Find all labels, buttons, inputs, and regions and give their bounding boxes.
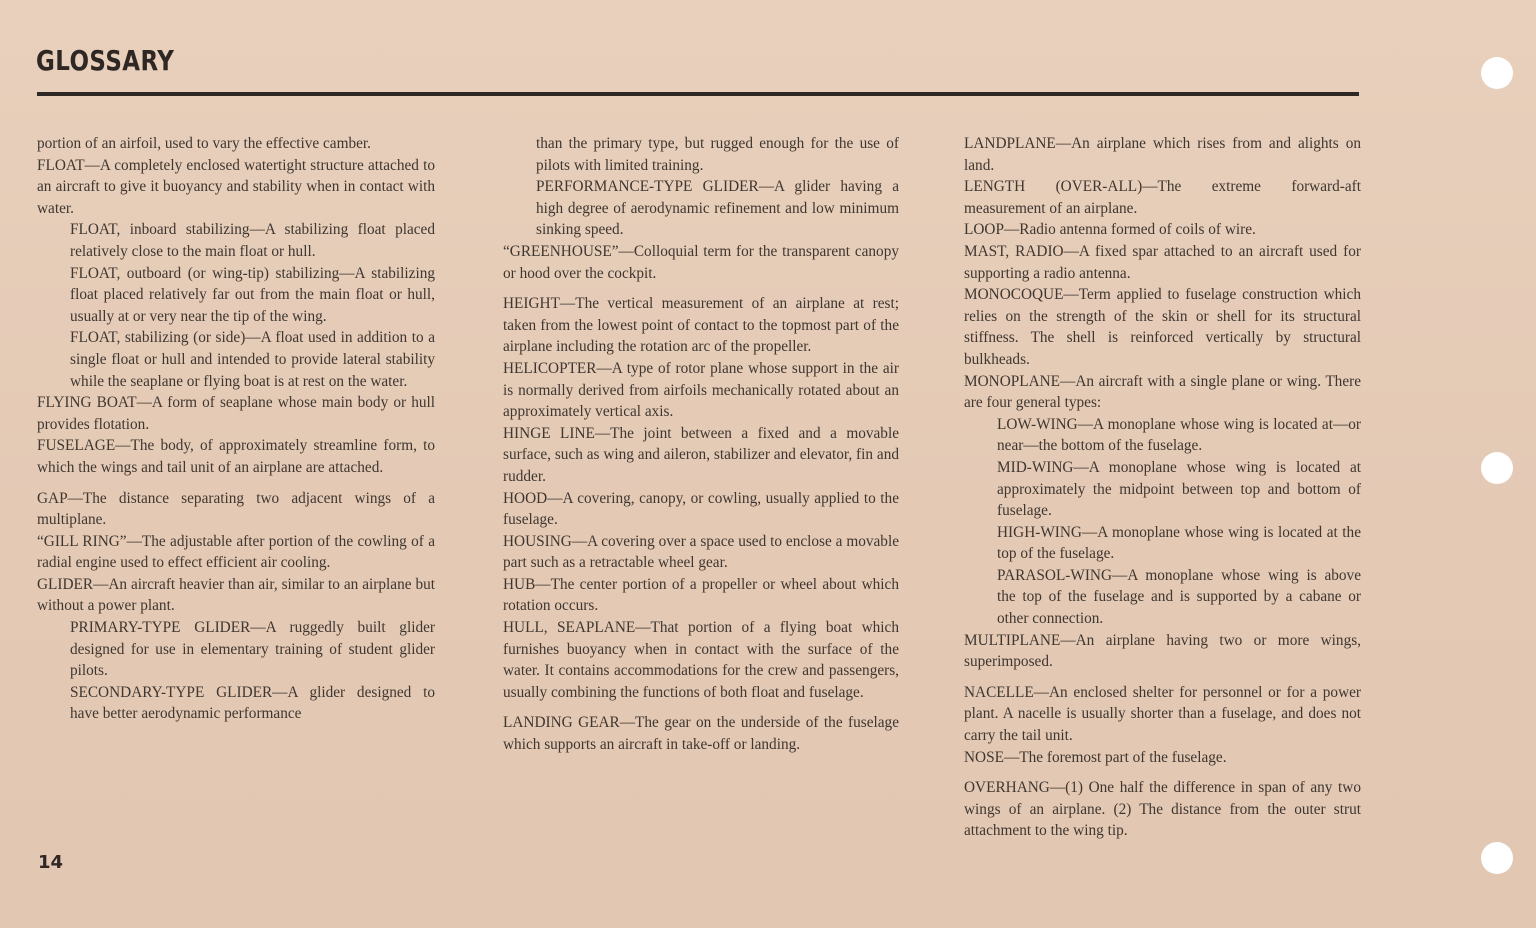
glossary-entry: LENGTH (OVER-ALL)—The extreme forward-aft measurement of an airplane.	[964, 178, 1361, 217]
glossary-entry: HOUSING—A covering over a space used to enclose a movable part such as a retractable wheel gear.	[503, 532, 899, 572]
glossary-entry: “GREENHOUSE”—Colloquial term for the transparent canopy or hood over the cockpit.	[503, 242, 899, 282]
glossary-column-2	[503, 133, 899, 756]
glossary-entry: portion of an airfoil, used to vary the effective camber.	[37, 135, 371, 152]
glossary-entry: GLIDER—An aircraft heavier than air, similar to an airplane but without a power plant.	[37, 575, 435, 615]
page-number: 14	[38, 852, 64, 873]
glossary-entry: HULL, SEAPLANE—That portion of a flying boat which furnishes buoyancy when in contact with the surface of the water. It contains accommodations for the crew and passengers, usually combining the functions of both float and fuselage.	[503, 619, 899, 701]
glossary-entry: HINGE LINE—The joint between a fixed and a movable surface, such as wing and aileron, stabilizer and elevator, fin and rudder.	[503, 424, 899, 485]
glossary-entry: LANDPLANE—An airplane which rises from and alights on land.	[964, 135, 1361, 174]
glossary-entry: PRIMARY-TYPE GLIDER—A ruggedly built glider designed for use in elementary training of student glider pilots.	[70, 619, 435, 680]
punch-hole-top	[1481, 57, 1513, 89]
punch-hole-middle	[1481, 452, 1513, 484]
punch-hole-bottom	[1481, 842, 1513, 874]
glossary-entry: NOSE—The foremost part of the fuselage.	[964, 748, 1227, 766]
glossary-entry: MONOPLANE—An aircraft with a single plane or wing. There are four general types:	[964, 372, 1361, 412]
glossary-entry: LOOP—Radio antenna formed of coils of wire.	[964, 221, 1256, 239]
glossary-entry: FLOAT—A completely enclosed watertight structure attached to an aircraft to give it buoyancy and stability when in contact with water.	[37, 156, 435, 217]
glossary-entry: MAST, RADIO—A fixed spar attached to an aircraft used for supporting a radio antenna.	[964, 242, 1361, 282]
glossary-entry: PERFORMANCE-TYPE GLIDER—A glider having a high degree of aerodynamic refinement and low minimum sinking speed.	[536, 178, 899, 239]
glossary-entry: than the primary type, but rugged enough for the use of pilots with limited training.	[536, 135, 899, 174]
glossary-entry: NACELLE—An enclosed shelter for personnel or for a power plant. A nacelle is usually shorter than a fuselage, and does not carry the tail unit.	[964, 683, 1361, 745]
glossary-entry: SECONDARY-TYPE GLIDER—A glider designed to have better aerodynamic performance	[70, 683, 435, 723]
glossary-entry: LOW-WING—A monoplane whose wing is located at—or near—the bottom of the fuselage.	[997, 415, 1361, 455]
glossary-entry: HELICOPTER—A type of rotor plane whose support in the air is normally derived from airfoils mechanically rotated about an approximately vertical axis.	[503, 359, 899, 421]
glossary-entry: FLOAT, outboard (or wing-tip) stabilizing—A stabilizing float placed relatively far out from the main float or hull, usually at or very near the tip of the wing.	[70, 264, 435, 325]
glossary-entry: FLOAT, inboard stabilizing—A stabilizing float placed relatively close to the main float or hull.	[70, 221, 435, 260]
header-rule	[37, 92, 1359, 96]
glossary-entry: FUSELAGE—The body, of approximately streamline form, to which the wings and tail unit of an airplane are attached.	[37, 437, 435, 476]
glossary-entry: FLYING BOAT—A form of seaplane whose main body or hull provides flotation.	[37, 394, 435, 433]
glossary-entry: PARASOL-WING—A monoplane whose wing is above the top of the fuselage and is supported by a cabane or other connection.	[997, 566, 1361, 628]
glossary-entry: MID-WING—A monoplane whose wing is located at approximately the midpoint between top and bottom of fuselage.	[997, 458, 1361, 520]
glossary-entry: LANDING GEAR—The gear on the underside of the fuselage which supports an aircraft in take-off or landing.	[503, 714, 899, 754]
glossary-entry: FLOAT, stabilizing (or side)—A float used in addition to a single float or hull and intended to provide lateral stability while the seaplane or flying boat is at rest on the water.	[70, 329, 435, 390]
glossary-entry: OVERHANG—(1) One half the difference in span of any two wings of an airplane. (2) The distance from the outer strut attachment to the wing tip.	[964, 779, 1361, 840]
glossary-column-3	[964, 133, 1361, 842]
glossary-entry: “GILL RING”—The adjustable after portion of the cowling of a radial engine used to effect efficient air cooling.	[37, 532, 435, 572]
glossary-entry: HEIGHT—The vertical measurement of an airplane at rest; taken from the lowest point of contact to the topmost part of the airplane including the rotation arc of the propeller.	[503, 295, 899, 356]
glossary-entry: HUB—The center portion of a propeller or wheel about which rotation occurs.	[503, 575, 899, 615]
page-title: GLOSSARY	[36, 44, 175, 77]
glossary-entry: MONOCOQUE—Term applied to fuselage construction which relies on the strength of the skin or shell for its structural stiffness. The shell is reinforced vertically by structural bulkheads.	[964, 286, 1361, 368]
glossary-entry: MULTIPLANE—An airplane having two or more wings, superimposed.	[964, 631, 1361, 671]
glossary-entry: HIGH-WING—A monoplane whose wing is located at the top of the fuselage.	[997, 523, 1361, 563]
glossary-column-1	[37, 133, 435, 725]
glossary-entry: GAP—The distance separating two adjacent wings of a multiplane.	[37, 489, 435, 529]
glossary-entry: HOOD—A covering, canopy, or cowling, usually applied to the fuselage.	[503, 489, 899, 529]
